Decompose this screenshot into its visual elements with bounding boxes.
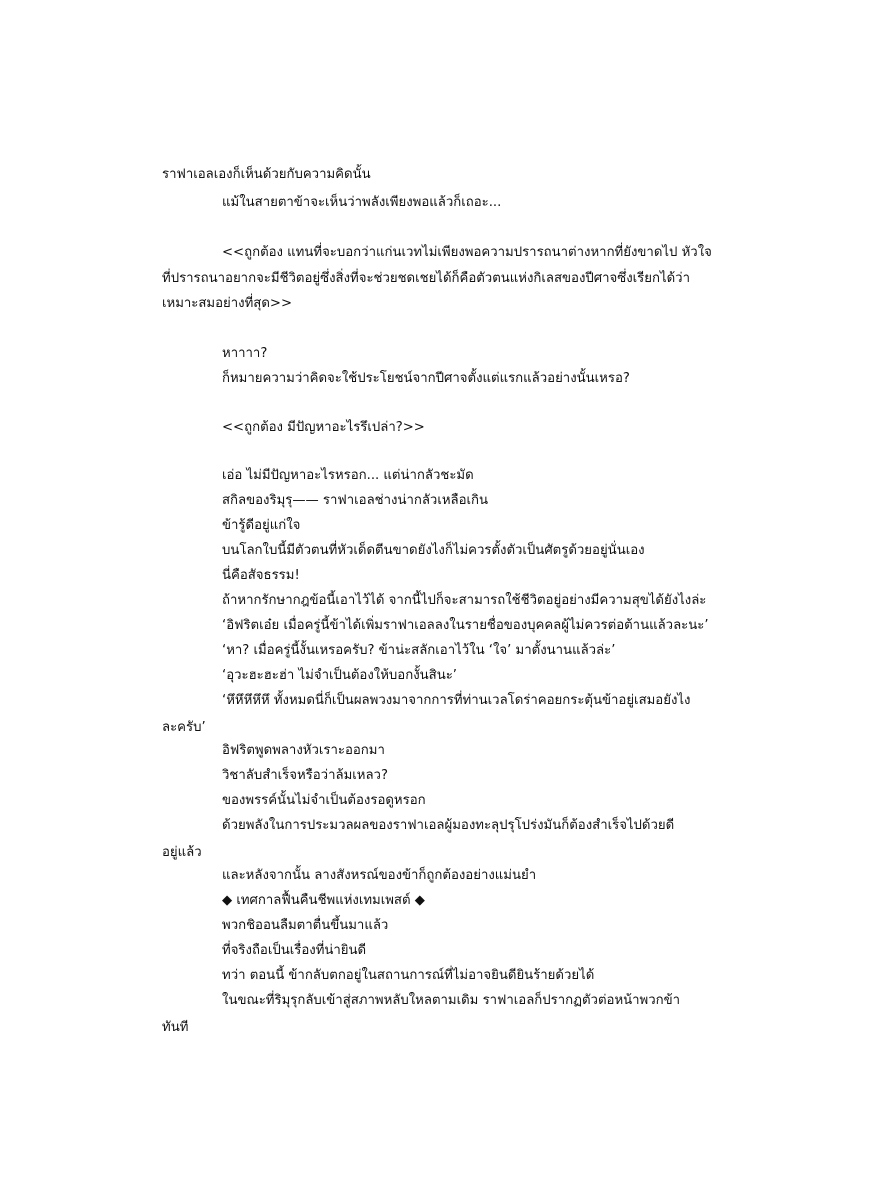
text-line: ที่ปรารถนาอยากจะมีชีวิตอยู่ซึ่งสิ่งที่จะช่วยชดเชยได้ก็คือตัวตนแห่งกิเลสของปีศาจซึ่งเรียกได้ว่า	[162, 271, 690, 286]
text-line: ในขณะที่ริมุรุกลับเข้าสู่สภาพหลับใหลตามเดิม ราฟาเอลก็ปรากฏตัวต่อหน้าพวกข้า	[222, 993, 681, 1008]
text-line: <<ถูกต้อง มีปัญหาอะไรรึเปล่า?>>	[222, 420, 425, 435]
text-line: นี่คือสัจธรรม!	[222, 568, 300, 583]
text-line: หาาาา?	[222, 346, 268, 361]
text-line: <<ถูกต้อง แทนที่จะบอกว่าแก่นเวทไม่เพียงพอความปรารถนาต่างหากที่ยังขาดไป หัวใจ	[222, 245, 712, 260]
text-line: ราฟาเอลเองก็เห็นด้วยกับความคิดนั้น	[162, 167, 371, 182]
text-line: ที่จริงถือเป็นเรื่องที่น่ายินดี	[222, 943, 367, 958]
text-line: อยู่แล้ว	[162, 845, 202, 860]
text-line: เอ่อ ไม่มีปัญหาอะไรหรอก... แต่น่ากลัวชะมัด	[222, 468, 474, 483]
text-line: ถ้าหากรักษากฎข้อนี้เอาไว้ได้ จากนี้ไปก็จะสามารถใช้ชีวิตอยู่อย่างมีความสุขได้ยังไงล่ะ	[222, 593, 707, 608]
text-line: ทันที	[162, 1020, 189, 1035]
text-line: ข้ารู้ดีอยู่แก่ใจ	[222, 518, 301, 533]
text-line: ของพรรค์นั้นไม่จำเป็นต้องรอดูหรอก	[222, 793, 426, 808]
text-line: ทว่า ตอนนี้ ข้ากลับตกอยู่ในสถานการณ์ที่ไม่อาจยินดียินร้ายด้วยได้	[222, 968, 595, 983]
text-line: ละครับ’	[162, 720, 206, 735]
text-line: บนโลกใบนี้มีตัวตนที่หัวเด็ดตีนขาดยังไงก็ไม่ควรตั้งตัวเป็นศัตรูด้วยอยู่นั่นเอง	[222, 543, 645, 558]
text-line: อิฟริตพูดพลางหัวเราะออกมา	[222, 743, 385, 758]
text-line: ด้วยพลังในการประมวลผลของราฟาเอลผู้มองทะลุปรุโปร่งมันก็ต้องสำเร็จไปด้วยดี	[222, 818, 675, 833]
text-line: สกิลของริมุรุ—— ราฟาเอลช่างน่ากลัวเหลือเกิน	[222, 493, 489, 508]
text-line: ‘หา? เมื่อครู่นี้งั้นเหรอครับ? ข้าน่ะสลักเอาไว้ใน ‘ใจ’ มาตั้งนานแล้วล่ะ’	[222, 643, 616, 658]
text-line: ‘หึหึหึหึหึ ทั้งหมดนี่ก็เป็นผลพวงมาจากการที่ท่านเวลโดร่าคอยกระตุ้นข้าอยู่เสมอยังไง	[222, 693, 691, 708]
text-line: ก็หมายความว่าคิดจะใช้ประโยชน์จากปีศาจตั้งแต่แรกแล้วอย่างนั้นเหรอ?	[222, 371, 630, 386]
text-line: วิชาลับสำเร็จหรือว่าล้มเหลว?	[222, 768, 388, 783]
text-line: ‘อิฟริตเอ๋ย เมื่อครู่นี้ข้าได้เพิ่มราฟาเอลลงในรายชื่อของบุคคลผู้ไม่ควรต่อต้านแล้วละนะ’	[222, 618, 709, 633]
text-line: ‘อุวะฮะฮะฮ่า ไม่จำเป็นต้องให้บอกงั้นสินะ’	[222, 668, 457, 683]
text-line: เหมาะสมอย่างที่สุด>>	[162, 296, 293, 311]
section-heading: ◆ เทศกาลฟื้นคืนชีพแห่งเทมเพสต์ ◆	[222, 893, 425, 908]
text-line: แม้ในสายตาข้าจะเห็นว่าพลังเพียงพอแล้วก็เถอะ...	[222, 195, 502, 210]
text-line: พวกชิออนลืมตาตื่นขึ้นมาแล้ว	[222, 918, 389, 933]
text-line: และหลังจากนั้น ลางสังหรณ์ของข้าก็ถูกต้องอย่างแม่นยำ	[222, 868, 537, 883]
